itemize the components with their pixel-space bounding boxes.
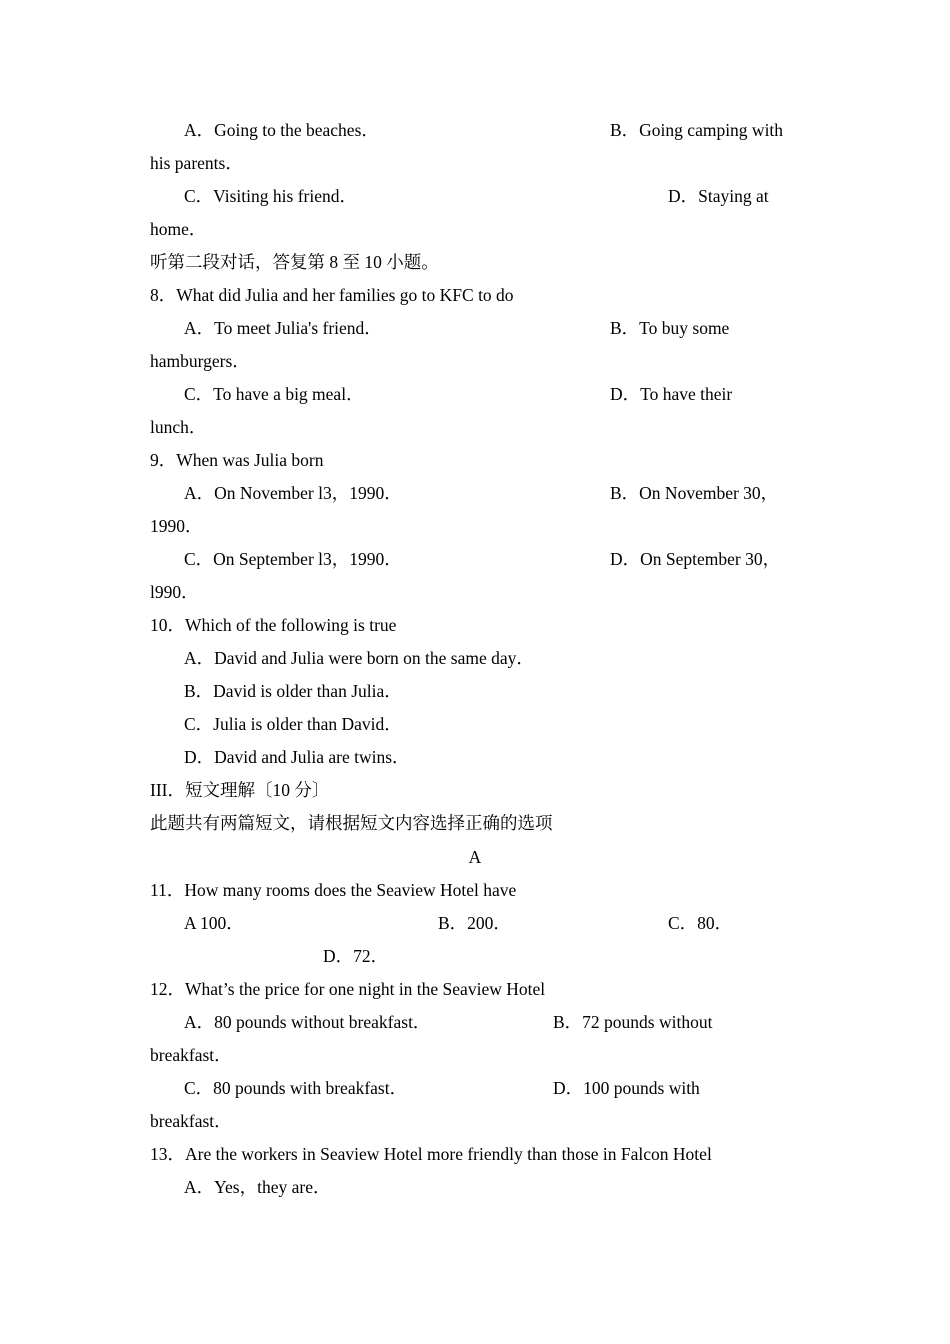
q10-option-c: C．Julia is older than David． [184,714,402,734]
q7-option-a: A．Going to the beaches． [184,120,379,140]
q12-option-b: B．72 pounds without [553,1012,713,1032]
section3-title: III．短文理解〔10 分〕 [150,780,330,800]
passage-label: A [468,847,482,867]
q10-option-d: D．David and Julia are twins． [184,747,410,767]
q7-option-c: C．Visiting his friend． [184,186,357,206]
q8-option-d: D．To have their [610,384,733,404]
q11-stem: 11．How many rooms does the Seaview Hotel have [150,880,517,900]
q7-option-d-continued: home． [150,219,207,239]
q9-stem: 9．When was Julia born [150,450,324,470]
q10-option-b: B．David is older than Julia． [184,681,402,701]
q8-option-c: C．To have a big meal． [184,384,364,404]
q7-option-d: D．Staying at [668,186,769,206]
q9-option-c: C．On September l3，1990． [184,549,402,569]
q8-option-a: A．To meet Julia's friend． [184,318,382,338]
q12-option-c: C．80 pounds with breakfast． [184,1078,408,1098]
section3-instruction: 此题共有两篇短文，请根据短文内容选择正确的选项 [150,813,553,833]
q9-option-b: B．On November 30， [610,483,779,503]
q12-option-d: D．100 pounds with [553,1078,700,1098]
q9-option-d-continued: l990． [150,582,199,602]
q7-option-b: B．Going camping with [610,120,784,140]
q9-option-a: A．On November l3，1990． [184,483,402,503]
q12-option-d-continued: breakfast． [150,1111,232,1131]
q11-option-b: B．200． [438,913,511,933]
q11-option-d: D．72． [323,946,389,966]
q8-option-b-continued: hamburgers． [150,351,250,371]
q13-stem: 13．Are the workers in Seaview Hotel more friendly than those in Falcon Hotel [150,1144,712,1164]
q8-stem: 8．What did Julia and her families go to KFC to do [150,285,514,305]
q11-option-a: A 100． [184,913,244,933]
q9-option-b-continued: 1990． [150,516,203,536]
q7-option-b-continued: his parents． [150,153,243,173]
q12-stem: 12．What’s the price for one night in the Seaview Hotel [150,979,546,999]
q8-option-b: B．To buy some [610,318,730,338]
q10-option-a: A．David and Julia were born on the same day． [184,648,534,668]
section-dialog2-instruction: 听第二段对话，答复第 8 至 10 小题。 [150,252,439,272]
q8-option-d-continued: lunch． [150,417,207,437]
q11-option-c: C．80． [668,913,733,933]
q13-option-a: A．Yes，they are． [184,1177,331,1197]
q12-option-a: A．80 pounds without breakfast． [184,1012,431,1032]
q10-stem: 10．Which of the following is true [150,615,397,635]
q12-option-b-continued: breakfast． [150,1045,232,1065]
q9-option-d: D．On September 30， [610,549,781,569]
